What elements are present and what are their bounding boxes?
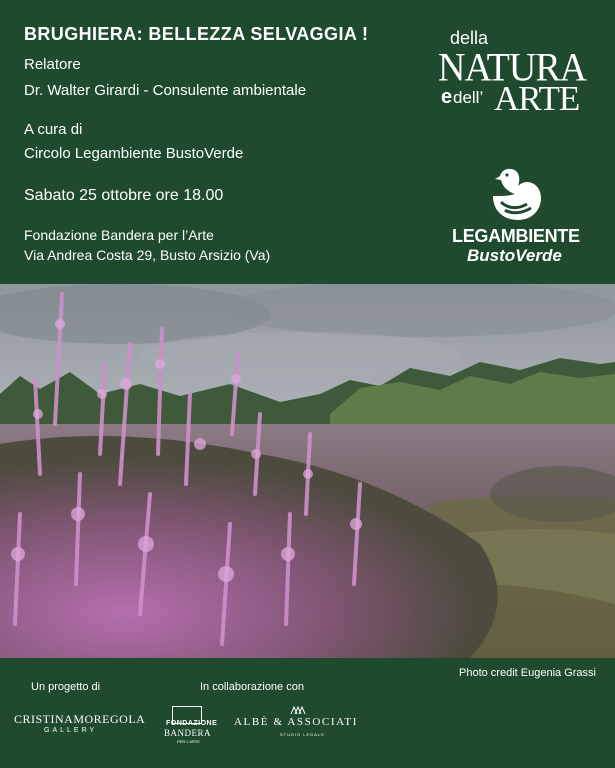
legambiente-logo (440, 164, 590, 270)
bustoverde-text: BustoVerde (467, 246, 562, 265)
event-title: BRUGHIERA: BELLEZZA SELVAGGIA ! (24, 24, 369, 44)
bandera-logo-line1: FONDAZIONE (166, 720, 218, 727)
albe-associati-logo (234, 706, 366, 740)
logo-natura: NATURA (438, 45, 587, 91)
cristina-moregola-gallery-logo (14, 712, 146, 744)
event-date-time: Sabato 25 ottobre ore 18.00 (24, 187, 224, 204)
logo-della: della (450, 28, 489, 48)
albe-logo-name: ALBÈ & ASSOCIATI (234, 716, 358, 728)
speaker-label: Relatore (24, 56, 81, 73)
legambiente-text: LEGAMBIENTE (452, 226, 580, 246)
cristina-logo-name: CRISTINAMOREGOLA (14, 712, 146, 726)
bandera-logo-line3: PER L'ARTE (177, 739, 200, 744)
photo-credit: Photo credit Eugenia Grassi (459, 667, 596, 679)
swan-icon (487, 166, 545, 224)
venue-address: Via Andrea Costa 29, Busto Arsizio (Va) (24, 247, 271, 263)
header-panel (0, 0, 615, 284)
della-natura-logo (436, 28, 586, 118)
footer-panel (0, 658, 615, 768)
albe-monogram-icon (290, 706, 306, 714)
logo-arte: ARTE (494, 79, 580, 118)
fondazione-bandera-logo (163, 706, 218, 744)
curated-label: A cura di (24, 121, 83, 138)
cristina-logo-sub: GALLERY (44, 727, 98, 734)
heather-field-image (0, 284, 615, 658)
albe-logo-sub: STUDIO LEGALE (280, 732, 325, 737)
curator-name: Circolo Legambiente BustoVerde (24, 145, 244, 162)
bandera-logo-line2: BANDERA (164, 728, 212, 738)
project-label: Un progetto di (31, 681, 101, 693)
logo-dell: dell’ (453, 88, 484, 107)
collaboration-label: In collaborazione con (200, 681, 304, 693)
logo-e: e (441, 86, 453, 108)
venue-name: Fondazione Bandera per l’Arte (24, 227, 214, 243)
speaker-name: Dr. Walter Girardi - Consulente ambientale (24, 82, 307, 99)
